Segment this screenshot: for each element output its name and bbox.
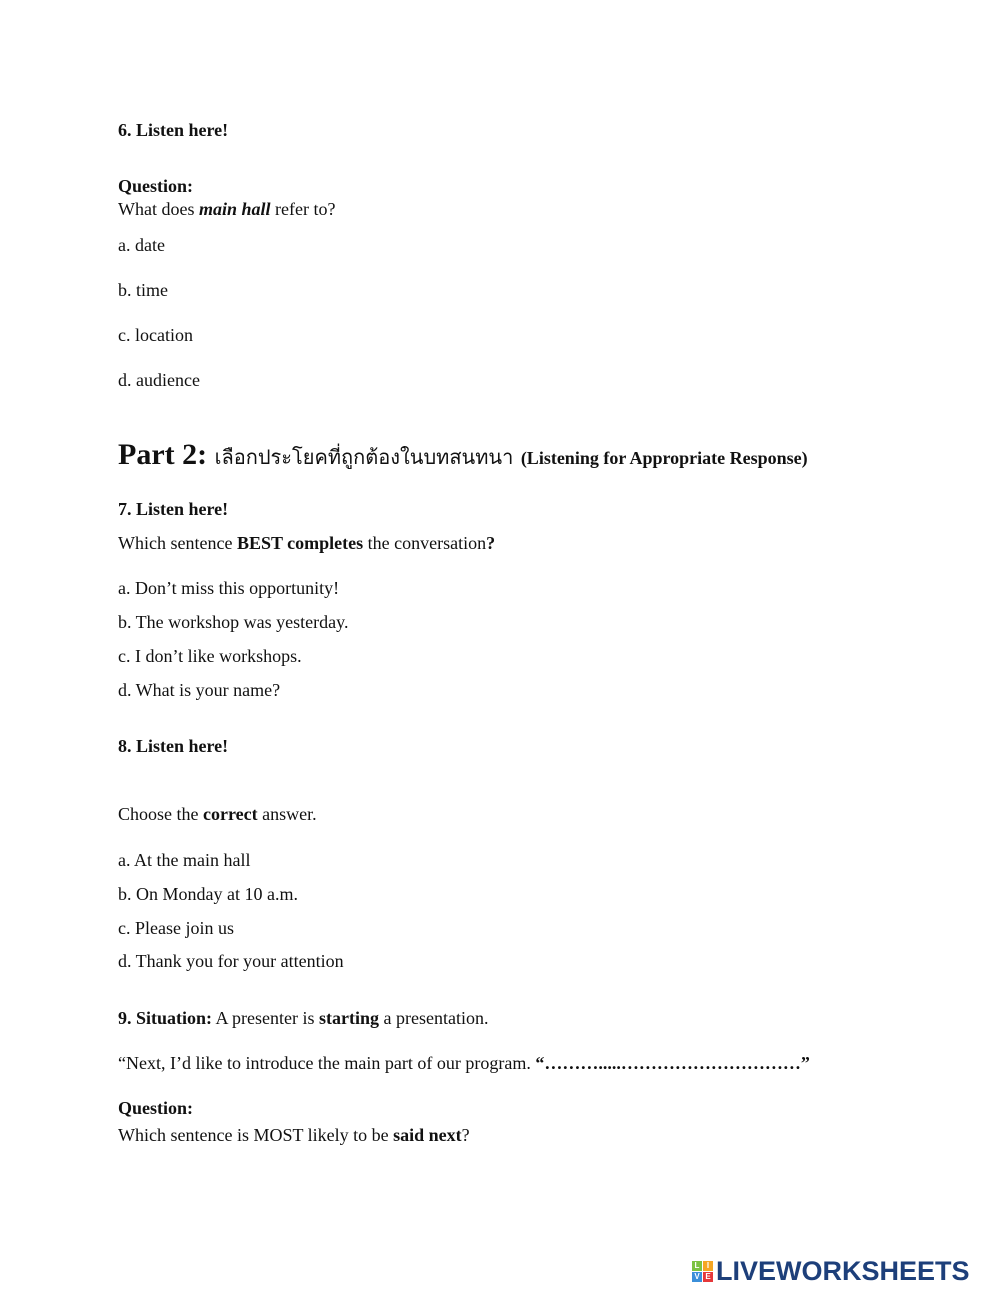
- q8-option-a[interactable]: a. At the main hall: [118, 850, 251, 870]
- q6-option-a[interactable]: a. date: [118, 235, 165, 255]
- q7-option-a[interactable]: a. Don’t miss this opportunity!: [118, 578, 340, 598]
- q6-option-b[interactable]: b. time: [118, 280, 168, 300]
- q9-quote: “Next, I’d like to introduce the main part of our program. “……….....…………………………”: [118, 1053, 810, 1073]
- q9-question: Which sentence is MOST likely to be said next?: [118, 1125, 470, 1145]
- q8-option-c[interactable]: c. Please join us: [118, 918, 234, 938]
- q6-question-label: Question:: [118, 176, 194, 196]
- q7-question: Which sentence BEST completes the conversation?: [118, 533, 496, 553]
- q7-option-d[interactable]: d. What is your name?: [118, 680, 281, 700]
- logo-text: LIVEWORKSHEETS: [716, 1256, 970, 1286]
- q9-question-label: Question:: [118, 1098, 194, 1118]
- q7-option-c[interactable]: c. I don’t like workshops.: [118, 646, 302, 666]
- q7-option-b[interactable]: b. The workshop was yesterday.: [118, 612, 349, 632]
- q8-option-b[interactable]: b. On Monday at 10 a.m.: [118, 884, 298, 904]
- q7-title: 7. Listen here!: [118, 499, 229, 519]
- q8-option-d[interactable]: d. Thank you for your attention: [118, 951, 344, 971]
- logo-tile: I: [703, 1261, 713, 1271]
- q6-option-d[interactable]: d. audience: [118, 370, 200, 390]
- q8-question: Choose the correct answer.: [118, 804, 317, 824]
- logo-tiles-icon: [692, 1261, 713, 1282]
- liveworksheets-logo: [692, 1256, 970, 1287]
- part2-heading: Part 2: เลือกประโยคที่ถูกต้องในบทสนทนา (Listening for Appropriate Response): [118, 438, 808, 471]
- logo-tile: L: [692, 1261, 702, 1271]
- q8-title: 8. Listen here!: [118, 736, 229, 756]
- logo-tile: V: [692, 1272, 702, 1282]
- q6-option-c[interactable]: c. location: [118, 325, 193, 345]
- q9-situation: 9. Situation: A presenter is starting a presentation.: [118, 1008, 489, 1028]
- logo-tile: E: [703, 1272, 713, 1282]
- q6-question: What does main hall refer to?: [118, 199, 336, 219]
- q6-title: 6. Listen here!: [118, 120, 229, 140]
